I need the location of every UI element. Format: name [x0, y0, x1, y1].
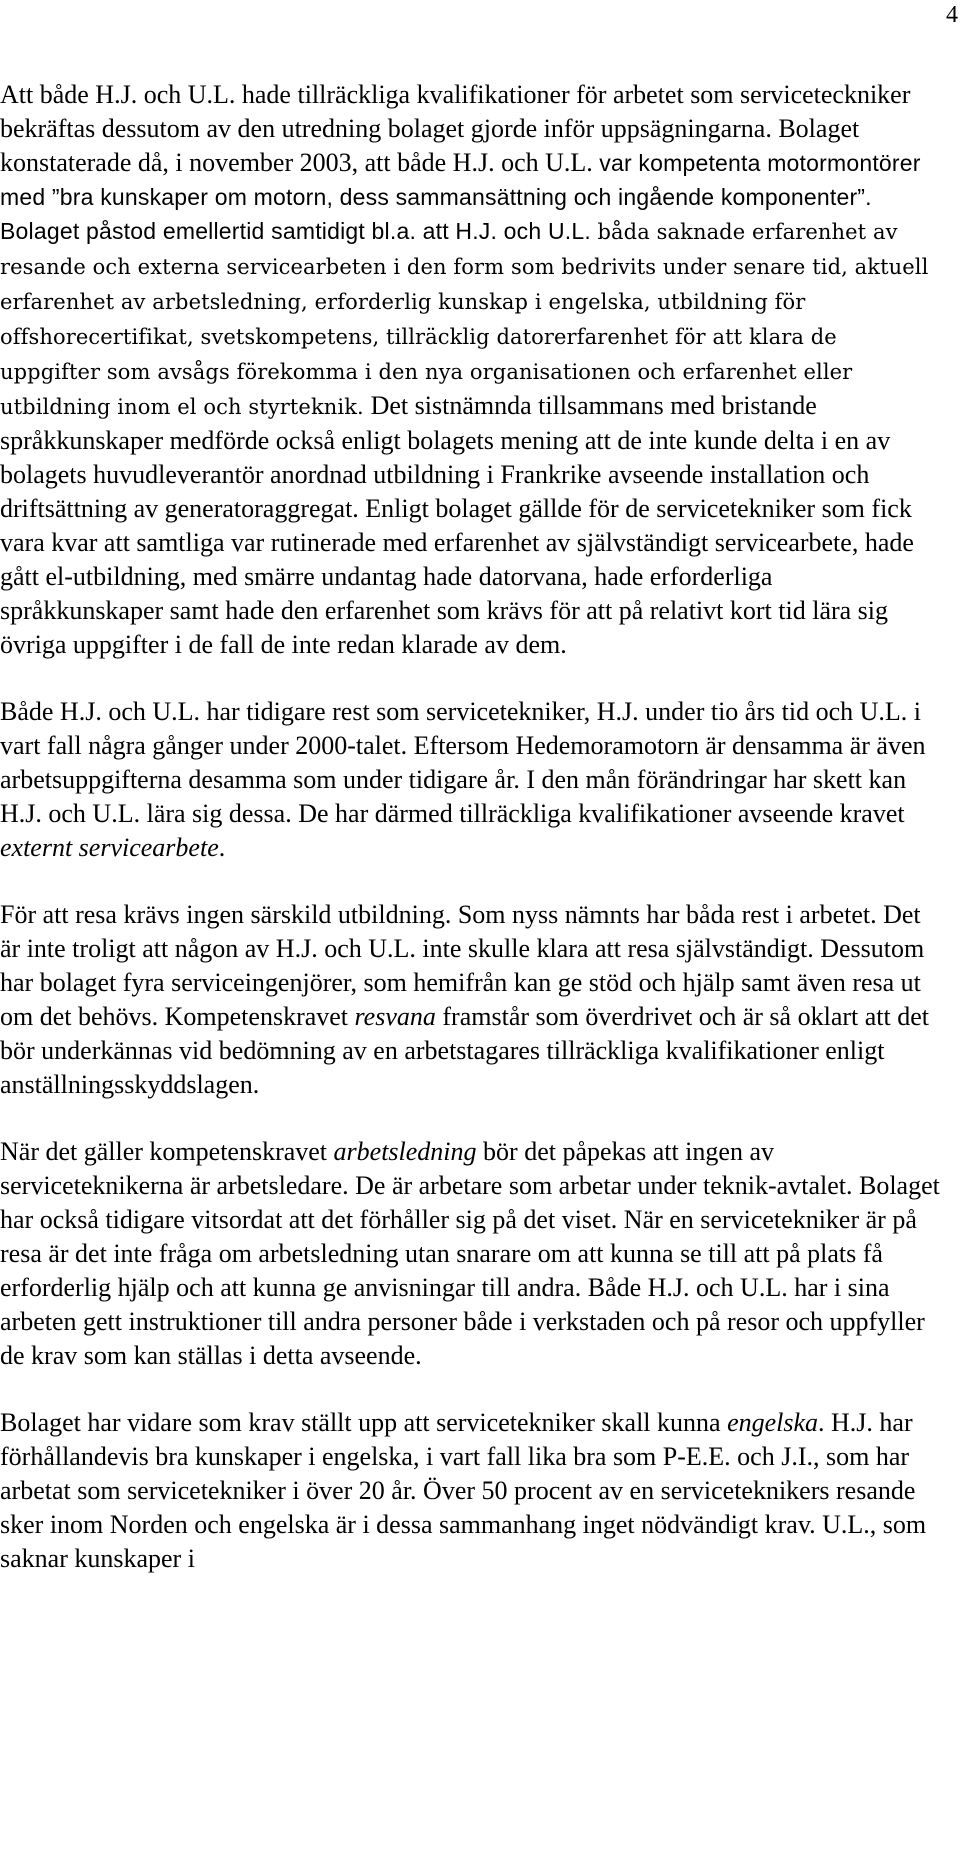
text-segment: Det sistnämnda tillsammans med bristande språkkunskaper medförde också enligt bolagets mening att de inte kunde delta i en av bolagets huvudleverantör anordnad utbildning i Frankrike avseende installation och driftsättning av generatoraggregat. Enligt bolaget gällde för de servicetekniker som fick vara kvar att samtliga var rutinerade med erfarenhet av självständigt servicearbete, hade gått el-utbildning, med smärre undantag hade datorvana, hade erforderliga språkkunskaper samt hade den erfarenhet som krävs för att på relativt kort tid lära sig övriga uppgifter i de fall de inte redan klarade av dem.	[0, 391, 914, 659]
paragraph	[0, 1406, 940, 1576]
text-segment: bör det påpekas att ingen av serviceteknikerna är arbetsledare. De är arbetare som arbetar under teknik-avtalet. Bolaget har också tidigare vitsordat att det förhåller sig på det viset. När en servicetekniker är på resa är det inte fråga om arbetsledning utan snarare om att kunna se till att på plats få erforderlig hjälp och att kunna ge anvisningar till andra. Både H.J. och U.L. har i sina arbeten gett instruktioner till andra personer både i verkstaden och på resor och uppfyller de krav som kan ställas i detta avseende.	[0, 1137, 940, 1370]
paragraph	[0, 695, 940, 865]
text-segment: För att resa krävs ingen särskild utbildning. Som nyss nämnts har båda rest i arbetet. Det är inte troligt att någon av H.J. och U.L. inte skulle klara att resa självständigt. Dessutom har bolaget fyra serviceingenjörer, som hemifrån kan ge stöd och hjälp samt även resa ut om det behövs. Kompetenskravet	[0, 900, 925, 1031]
italic-term: resvana	[354, 1002, 436, 1031]
page-number: 4	[946, 2, 958, 28]
text-segment: . H.J. har förhållandevis bra kunskaper i engelska, i vart fall lika bra som P-E.E. och J.I., som har arbetat som servicetekniker i över 20 år. Över 50 procent av en serviceteknikers resande sker inom Norden och engelska är i dessa sammanhang inget nödvändigt krav. U.L., som saknar kunskaper i	[0, 1408, 927, 1573]
italic-term: engelska	[727, 1408, 819, 1437]
paragraph	[0, 78, 940, 662]
text-segment: Bolaget har vidare som krav ställt upp att servicetekniker skall kunna	[0, 1408, 728, 1437]
text-segment: framstår som överdrivet och är så oklart att det bör underkännas vid bedömning av en arbetstagares tillräckliga kvalifikationer enligt anställningsskyddslagen.	[0, 1002, 929, 1099]
text-segment: båda saknade erfarenhet av resande och externa servicearbeten i den form som bedrivits under senare tid, aktuell erfarenhet av arbetsledning, erforderlig kunskap i engelska, utbildning för offshorecertifikat, svetskompetens, tillräcklig datorerfarenhet för att klara de uppgifter som avsågs förekomma i den nya organisationen och erfarenhet eller utbildning inom el och styrteknik.	[0, 220, 929, 419]
text-segment: Att både H.J. och U.L. hade tillräckliga kvalifikationer för arbetet som serviceteckniker bekräftas dessutom av den utredning bolaget gjorde inför uppsägningarna. Bolaget konstaterade då, i november 2003, att både H.J. och U.L.	[0, 80, 911, 177]
document-body	[0, 78, 940, 1576]
text-segment: .	[218, 833, 226, 862]
paragraph	[0, 1135, 940, 1373]
text-segment: var kompetenta motormontörer med ”bra kunskaper om motorn, dess sammansättning och ingående komponenter”. Bolaget påstod emellertid samtidigt bl.a. att H.J. och U.L.	[0, 150, 921, 244]
paragraph	[0, 898, 940, 1102]
italic-term: arbetsledning	[333, 1137, 477, 1166]
text-segment: Både H.J. och U.L. har tidigare rest som servicetekniker, H.J. under tio års tid och U.L. i vart fall några gånger under 2000-talet. Eftersom Hedemoramotorn är densamma är även arbetsuppgifterna desamma som under tidigare år. I den mån förändringar har skett kan H.J. och U.L. lära sig dessa. De har därmed tillräckliga kvalifikationer avseende kravet	[0, 697, 926, 828]
italic-term: externt servicearbete	[0, 833, 219, 862]
text-segment: När det gäller kompetenskravet	[0, 1137, 334, 1166]
